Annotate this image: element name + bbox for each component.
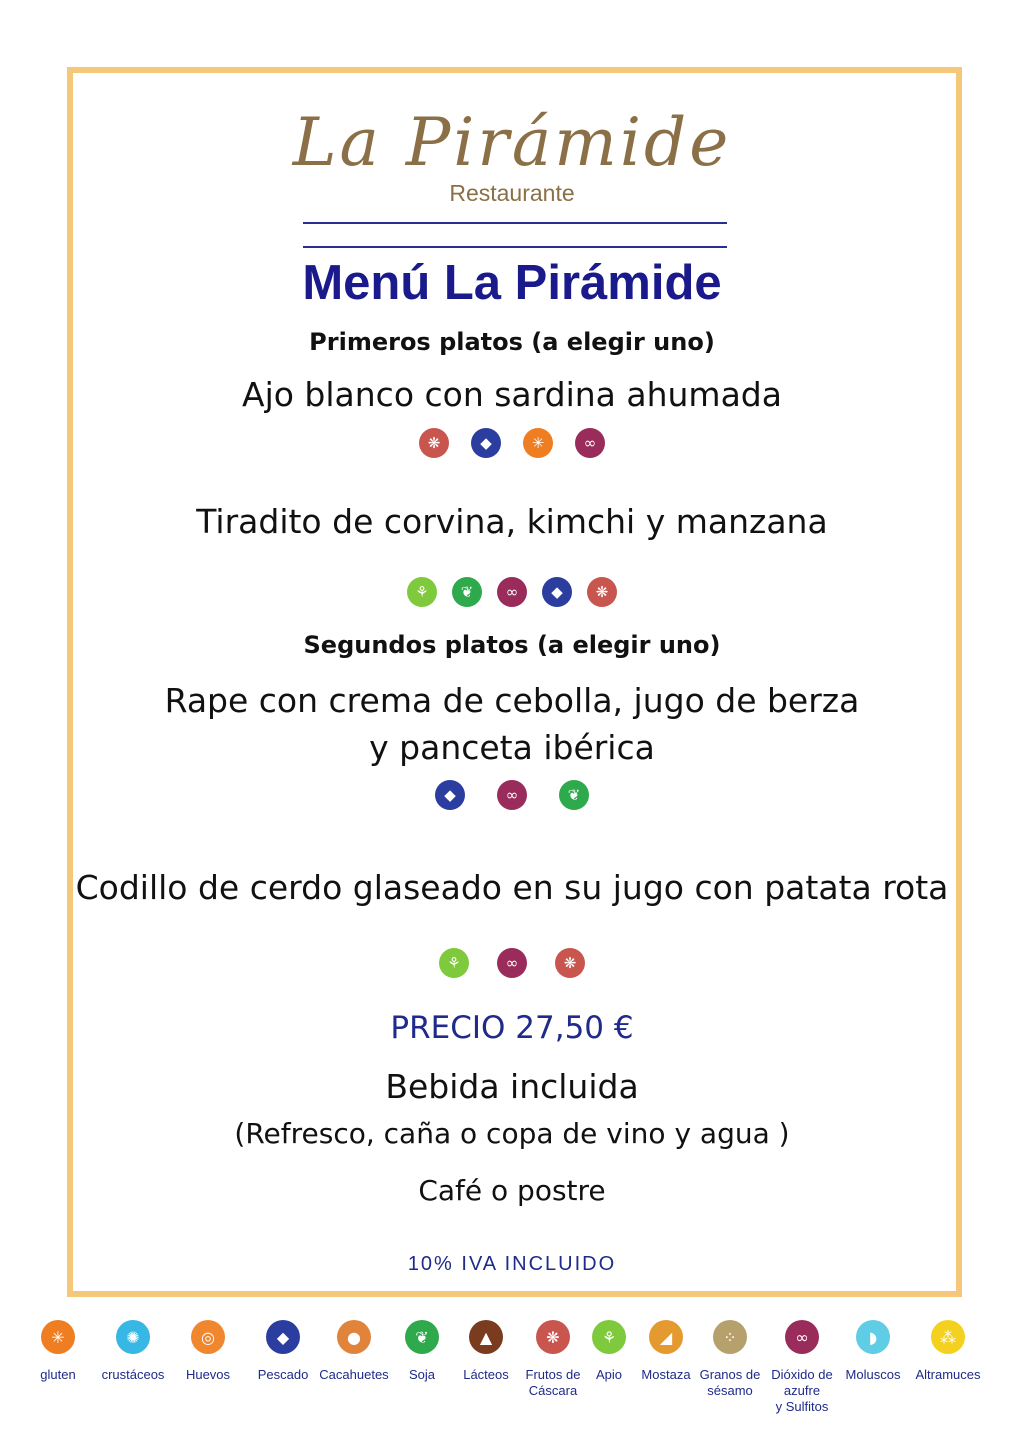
legend-item-huevos	[170, 1320, 246, 1383]
fish-icon: ◆	[542, 577, 572, 607]
divider-bottom	[303, 246, 727, 248]
legend-item-moluscos	[835, 1320, 911, 1383]
legend-label: Altramuces	[915, 1367, 981, 1382]
allergen-icons	[0, 428, 1024, 458]
sulphite-molecule-icon: ∞	[497, 948, 527, 978]
legend-item-granos-de-sesamo	[692, 1320, 768, 1399]
dish-name-line1: Rape con crema de cebolla, jugo de berza	[164, 681, 860, 720]
celery-icon: ⚘	[439, 948, 469, 978]
legend-item-cacahuetes	[316, 1320, 392, 1383]
vat-note: 10% IVA INCLUIDO	[407, 1253, 617, 1275]
celery-icon: ⚘	[592, 1320, 626, 1354]
legend-item-pescado	[245, 1320, 321, 1383]
sulphite-molecule-icon: ∞	[575, 428, 605, 458]
crab-icon: ✺	[116, 1320, 150, 1354]
legend-item-dioxido-de-azufre	[764, 1320, 840, 1415]
legend-label: Soja	[408, 1367, 436, 1382]
legend-item-altramuces	[910, 1320, 986, 1383]
legend-item-gluten	[20, 1320, 96, 1383]
mustard-icon: ◢	[649, 1320, 683, 1354]
logo-name: La Pirámide	[292, 104, 732, 181]
legend-label: Dióxido de azufre y Sulfitos	[771, 1367, 833, 1414]
sulphite-molecule-icon: ∞	[785, 1320, 819, 1354]
dish-name: Ajo blanco con sardina ahumada	[242, 375, 782, 414]
nut-icon: ❋	[555, 948, 585, 978]
logo-subtitle: Restaurante	[449, 180, 575, 206]
legend-label: Frutos de Cáscara	[525, 1367, 581, 1398]
shell-icon: ◗	[856, 1320, 890, 1354]
celery-icon: ⚘	[407, 577, 437, 607]
allergen-icons	[0, 780, 1024, 810]
legend-label: crustáceos	[101, 1367, 165, 1382]
sesame-icon: ⁘	[713, 1320, 747, 1354]
soy-icon: ❦	[405, 1320, 439, 1354]
legend-label: Cacahuetes	[319, 1367, 389, 1382]
legend-label: Lácteos	[463, 1367, 509, 1382]
legend-label: Huevos	[185, 1367, 231, 1382]
fish-icon: ◆	[266, 1320, 300, 1354]
segundos-heading: Segundos platos (a elegir uno)	[303, 631, 721, 659]
allergen-icons	[0, 948, 1024, 978]
legend-label: Pescado	[257, 1367, 309, 1382]
sulphite-molecule-icon: ∞	[497, 780, 527, 810]
dish-name-line2: y panceta ibérica	[369, 728, 655, 767]
peanut-icon: ●	[337, 1320, 371, 1354]
lupin-icon: ⁂	[931, 1320, 965, 1354]
drink-included: Bebida incluida	[385, 1067, 639, 1106]
legend-label: Apio	[595, 1367, 623, 1382]
nut-icon: ❋	[419, 428, 449, 458]
dish-name: Tiradito de corvina, kimchi y manzana	[196, 502, 828, 541]
soy-icon: ❦	[452, 577, 482, 607]
legend-label: Mostaza	[641, 1367, 691, 1382]
nut-icon: ❋	[536, 1320, 570, 1354]
eggs-icon: ◎	[191, 1320, 225, 1354]
wheat-icon: ✳	[41, 1320, 75, 1354]
milk-jug-icon: ▲	[469, 1320, 503, 1354]
nut-icon: ❋	[587, 577, 617, 607]
legend-label: Granos de sésamo	[699, 1367, 761, 1398]
dish-name: Codillo de cerdo glaseado en su jugo con patata rota	[75, 868, 949, 907]
allergen-icons	[0, 577, 1024, 607]
legend-label: Moluscos	[845, 1367, 901, 1382]
drink-detail: (Refresco, caña o copa de vino y agua )	[234, 1117, 790, 1150]
fish-icon: ◆	[471, 428, 501, 458]
menu-title: Menú La Pirámide	[302, 256, 722, 310]
sulphite-molecule-icon: ∞	[497, 577, 527, 607]
soy-icon: ❦	[559, 780, 589, 810]
coffee-or-dessert: Café o postre	[418, 1174, 606, 1207]
legend-label: gluten	[40, 1367, 76, 1382]
wheat-icon: ✳	[523, 428, 553, 458]
legend-item-lacteos	[448, 1320, 524, 1383]
fish-icon: ◆	[435, 780, 465, 810]
divider-top	[303, 222, 727, 224]
primeros-heading: Primeros platos (a elegir uno)	[309, 328, 715, 356]
price: PRECIO 27,50 €	[390, 1010, 634, 1046]
legend-item-crustaceos	[95, 1320, 171, 1383]
